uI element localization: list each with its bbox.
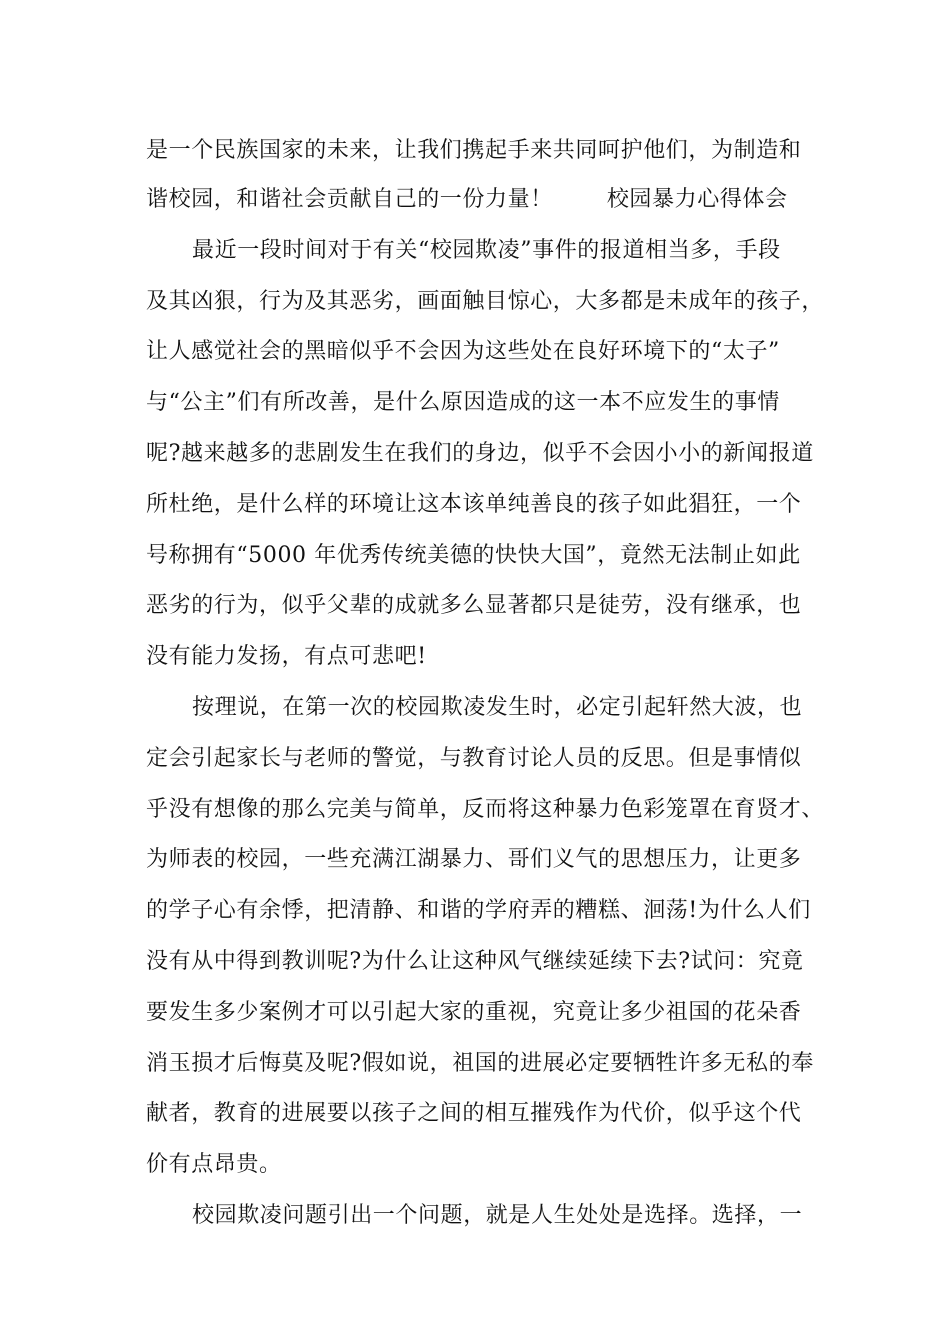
text-line: 号称拥有“5000 年优秀传统美德的快快大国”，竟然无法制止如此 — [146, 542, 801, 568]
document-body — [146, 127, 825, 1242]
text-line: 所杜绝，是什么样的环境让这本该单纯善良的孩子如此猖狂，一个 — [146, 491, 802, 517]
text-line-with-title — [146, 175, 818, 226]
text-line: 消玉损才后悔莫及呢?假如说，祖国的进展必定要牺牲许多无私的奉 — [146, 1050, 814, 1076]
text-line: 要发生多少案例才可以引起大家的重视，究竟让多少祖国的花朵香 — [146, 999, 802, 1025]
text-line: 价有点昂贵。 — [146, 1152, 282, 1178]
text-line: 谐校园，和谐社会贡献自己的一份力量！ — [146, 187, 553, 212]
text-line: 定会引起家长与老师的警觉，与教育讨论人员的反思。但是事情似 — [146, 745, 802, 771]
text-line: 献者，教育的进展要以孩子之间的相互摧残作为代价，似乎这个代 — [146, 1101, 802, 1127]
text-line: 与“公主”们有所改善，是什么原因造成的这一本不应发生的事情 — [146, 390, 780, 416]
text-line: 为师表的校园，一些充满江湖暴力、哥们义气的思想压力，让更多 — [146, 847, 802, 873]
text-line: 让人感觉社会的黑暗似乎不会因为这些处在良好环境下的“太子” — [146, 339, 780, 365]
text-line: 的学子心有余悸，把清静、和谐的学府弄的糟糕、洄荡!为什么人们 — [146, 898, 811, 924]
text-line: 乎没有想像的那么完美与简单，反而将这种暴力色彩笼罩在育贤才、 — [146, 796, 825, 822]
text-line: 及其凶狠，行为及其恶劣，画面触目惊心，大多都是未成年的孩子， — [146, 288, 825, 314]
text-line: 没有从中得到教训呢?为什么让这种风气继续延续下去?试问：究竟 — [146, 948, 804, 974]
text-line: 没有能力发扬，有点可悲吧! — [146, 644, 427, 670]
paragraph-start-line: 按理说，在第一次的校园欺凌发生时，必定引起轩然大波，也 — [192, 694, 803, 720]
text-line: 呢?越来越多的悲剧发生在我们的身边，似乎不会因小小的新闻报道 — [146, 440, 814, 466]
paragraph-start-line: 最近一段时间对于有关“校园欺凌”事件的报道相当多，手段 — [192, 237, 781, 263]
text-line: 是一个民族国家的未来，让我们携起手来共同呵护他们，为制造和 — [146, 138, 802, 163]
paragraph-start-line: 校园欺凌问题引出一个问题，就是人生处处是选择。选择，一 — [192, 1202, 803, 1228]
text-line: 恶劣的行为，似乎父辈的成就多么显著都只是徒劳，没有继承，也 — [146, 593, 802, 619]
section-title: 校园暴力心得体会 — [606, 187, 788, 212]
